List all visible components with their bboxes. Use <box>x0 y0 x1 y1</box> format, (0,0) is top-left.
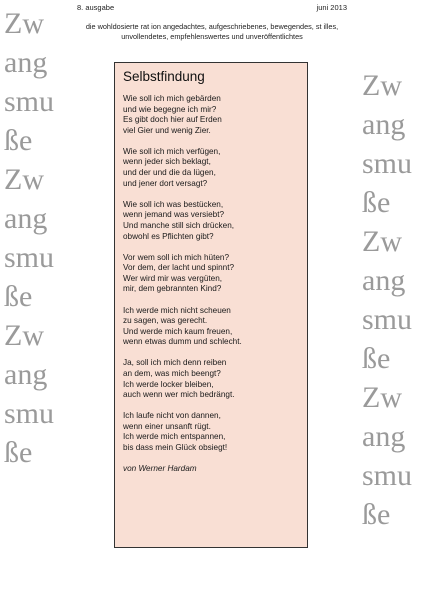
poem-line: und wie begegne ich mir? <box>123 104 217 114</box>
side-word: ang <box>362 108 406 141</box>
side-word: smu <box>362 459 413 492</box>
side-word: Zw <box>362 225 402 258</box>
poem-line: Vor wem soll ich mich hüten? <box>123 252 230 262</box>
poem-line: viel Gier und wenig Zier. <box>123 125 211 135</box>
poem-line: obwohl es Pflichten gibt? <box>123 231 214 241</box>
date-label: juni 2013 <box>316 3 347 12</box>
poem-line: Wie soll ich was bestücken, <box>123 199 224 209</box>
poem-line: an dem, was mich beengt? <box>123 368 221 378</box>
side-word: ang <box>4 46 48 79</box>
side-word: smu <box>4 85 55 118</box>
side-word: ang <box>362 264 406 297</box>
poem-stanza <box>123 94 299 136</box>
poem-stanza <box>123 147 299 189</box>
side-word: ang <box>4 202 48 235</box>
poem-line: wenn jemand was versiebt? <box>123 210 225 220</box>
poem-stanza <box>123 306 299 348</box>
poem-line: mir, dem gebrannten Kind? <box>123 284 222 294</box>
poem-line: Ja, soll ich mich denn reiben <box>123 358 227 368</box>
poem-line: und jener dort versagt? <box>123 178 208 188</box>
side-word: ße <box>4 280 33 313</box>
poem-line: auch wenn wer mich bedrängt. <box>123 390 235 400</box>
side-word: Zw <box>362 381 402 414</box>
poem-author: von Werner Hardam <box>123 464 197 474</box>
subtitle-line: unvollendetes, empfehlenswertes und unveröffentlichtes <box>121 31 303 41</box>
poem-stanza <box>123 253 299 295</box>
poem-line: wenn einer unsanft rügt. <box>123 421 211 431</box>
poem-body <box>123 94 299 454</box>
side-word-column-left <box>4 4 54 472</box>
side-word-column-right <box>362 66 412 534</box>
poem-line: Ich werde mich entspannen, <box>123 432 226 442</box>
poem-stanza <box>123 358 299 400</box>
poem-line: wenn jeder sich beklagt, <box>123 157 211 167</box>
poem-line: Wie soll ich mich gebärden <box>123 94 221 103</box>
poem-line: zu sagen, was gerecht. <box>123 316 208 326</box>
side-word: Zw <box>4 163 44 196</box>
edition-label: 8. ausgabe <box>77 3 115 12</box>
side-word: Zw <box>362 69 402 102</box>
poem-line: Vor dem, der lacht und spinnt? <box>123 263 235 273</box>
poem-line: Wer wird mir was vergüten, <box>123 273 223 283</box>
side-word: ße <box>4 436 33 469</box>
poem-stanza <box>123 200 299 242</box>
side-word: smu <box>4 241 55 274</box>
poem-card <box>114 62 308 548</box>
poem-title: Selbstfindung <box>123 69 205 84</box>
side-word: Zw <box>4 7 44 40</box>
poem-stanza <box>123 411 299 453</box>
subtitle-line: die wohldosierte rat ion angedachtes, aufgeschriebenes, bewegendes, st illes, <box>85 22 339 31</box>
poem-line: Ich laufe nicht von dannen, <box>123 411 221 421</box>
side-word: ße <box>362 186 391 219</box>
poem-line: und der und die da lügen, <box>123 168 216 178</box>
poem-line: bis dass mein Glück obsiegt! <box>123 443 228 453</box>
poem-line: wenn etwas dumm und schlecht. <box>123 337 242 347</box>
poem-line: Es gibt doch hier auf Erden <box>123 115 222 125</box>
poem-line: Und werde mich kaum freuen, <box>123 326 233 336</box>
poem-line: Ich werde mich nicht scheuen <box>123 305 231 315</box>
side-word: smu <box>362 303 413 336</box>
side-word: ße <box>362 342 391 375</box>
publication-subtitle <box>60 22 364 41</box>
side-word: smu <box>4 397 55 430</box>
side-word: ße <box>362 498 391 531</box>
side-word: ang <box>362 420 406 453</box>
side-word: smu <box>362 147 413 180</box>
side-word: ße <box>4 124 33 157</box>
poem-line: Wie soll ich mich verfügen, <box>123 146 221 156</box>
side-word: ang <box>4 358 48 391</box>
poem-line: Und manche still sich drücken, <box>123 220 235 230</box>
poem-line: Ich werde locker bleiben, <box>123 379 214 389</box>
side-word: Zw <box>4 319 44 352</box>
